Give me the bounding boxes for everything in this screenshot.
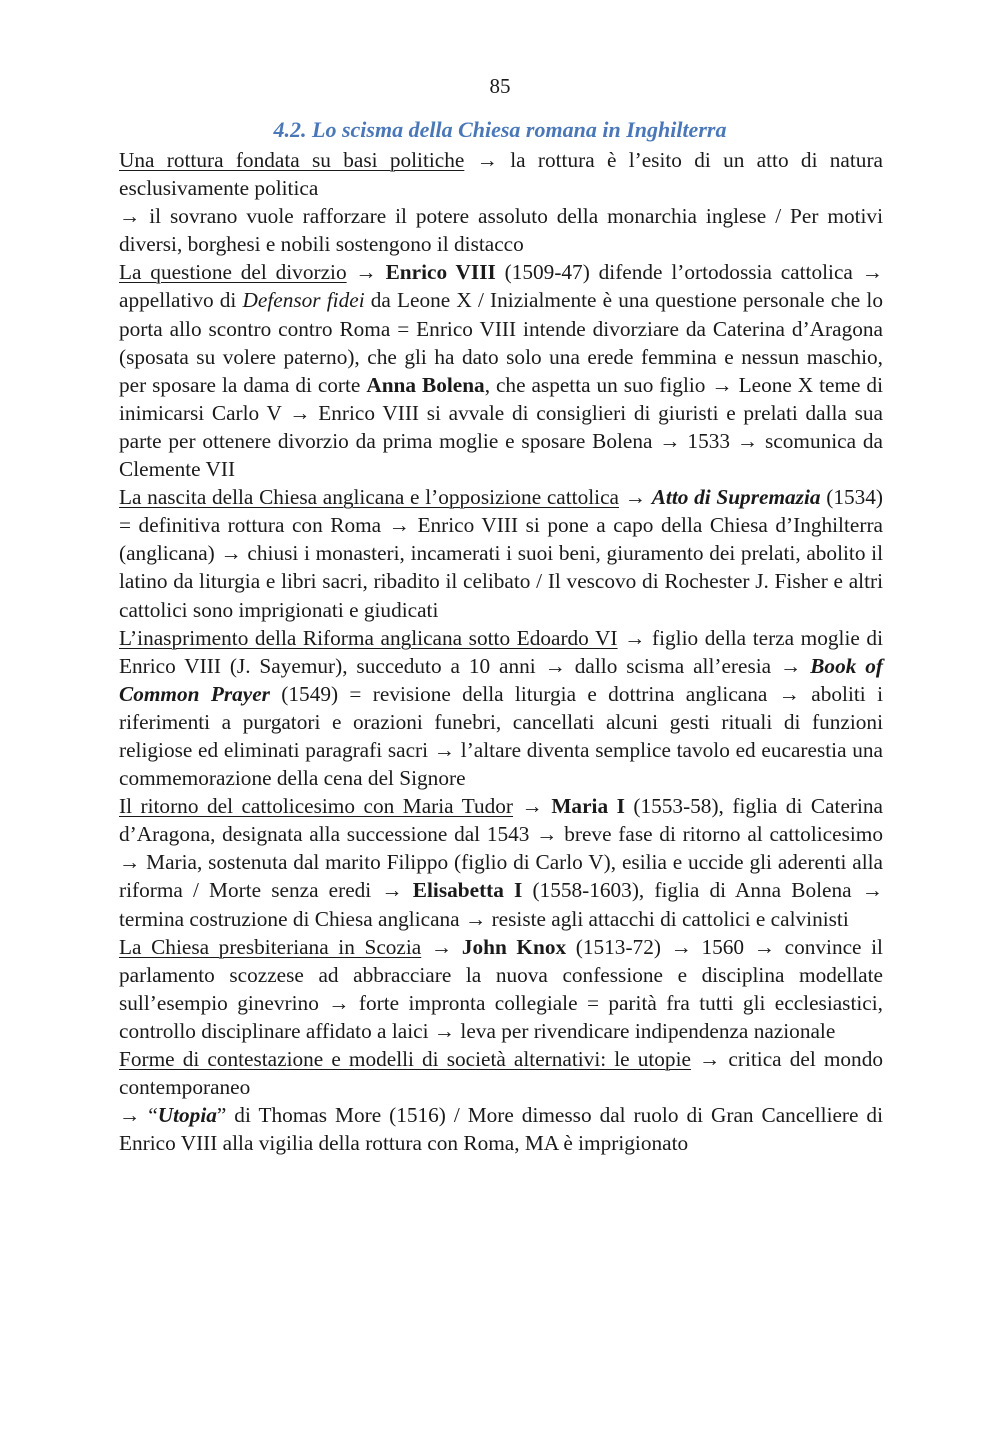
paragraph-presbiteriana [119,933,883,1045]
paragraph-text: → il sovrano vuole rafforzare il potere assoluto della monarchia inglese / Per motivi diversi, borghesi e nobili sostengono il distacco [119,204,883,257]
paragraph-text: (1549) = revisione della liturgia e dottrina anglicana → aboliti i riferimenti a purgatori e orazioni funebri, cancellati alcuni gesti rituali di funzioni religiose ed eliminati paragrafi sacri → l’altare diventa semplice tavolo ed eucarestia una commemorazione della cena del Signore [119,681,883,791]
paragraph-text: da Leone X / Inizialmente è una questione personale che lo porta allo scontro contro Roma = Enrico VIII intende divorziare da Caterina d’Aragona (sposata su volere paterno), che gli ha dato solo una erede femmina e nessun maschio, per sposare la dama di corte [119,288,883,397]
bold-term: Elisabetta I [412,878,523,903]
bold-term: Enrico VIII [385,260,496,285]
paragraph-text: → la rottura è l’esito di un atto di natura esclusivamente politica [119,148,883,201]
paragraph-divorzio [119,258,883,483]
bold-term: Maria I [551,794,625,819]
paragraph-heading: La questione del divorzio [119,260,347,285]
paragraph-text: (1513-72) → 1560 → convince il parlamento scozzese ad abbracciare la nuova confessione e disciplina modellate sull’esempio ginevrino → forte impronta collegiale = parità fra tutti gli ecclesiastici, controllo disciplinare affidato a laici → leva per rivendicare indipendenza nazionale [119,934,883,1043]
paragraph-heading: Forme di contestazione e modelli di società alternativi: le utopie [119,1047,691,1071]
paragraph-maria-tudor [119,792,883,932]
paragraph-heading: La nascita della Chiesa anglicana e l’opposizione cattolica [119,485,619,510]
paragraph-text: (1558-1603), figlia di Anna Bolena → termina costruzione di Chiesa anglicana → resiste agli attacchi di cattolici e calvinisti [119,878,884,931]
paragraph-heading: Una rottura fondata su basi politiche [119,148,465,172]
paragraph-text: (1509-47) difende l’ortodossia cattolica → appellativo di [119,260,883,313]
paragraph-monarchia [119,202,883,258]
paragraph-text: → critica del mondo contemporaneo [119,1047,883,1100]
bold-term: Anna Bolena [366,372,485,397]
paragraph-heading: La Chiesa presbiteriana in Scozia [119,934,422,959]
paragraph-text: → figlio della terza moglie di Enrico VIII (J. Sayemur), succeduto a 10 anni → dallo scisma all’eresia → [119,625,883,678]
paragraph-rottura-politica [119,146,883,202]
paragraph-text: , che aspetta un suo figlio → Leone X teme di inimicarsi Carlo V → Enrico VIII si avvale di consiglieri di giuristi e prelati dalla sua parte per ottenere divorzio da prima moglie e sposare Bolena → 1533 → scomunica da Clemente VII [119,372,883,482]
paragraph-text: → [618,485,652,510]
section-title: 4.2. Lo scisma della Chiesa romana in Inghilterra [273,117,727,142]
paragraph-text: → [513,794,552,819]
body-text [119,146,883,1157]
paragraph-text: ” di Thomas More (1516) / More dimesso dal ruolo di Gran Cancelliere di Enrico VIII alla vigilia della rottura con Roma, MA è imprigionato [119,1103,884,1156]
paragraph-chiesa-anglicana [119,483,883,623]
paragraph-utopie [119,1045,883,1101]
bold-italic-term: Utopia [157,1103,217,1128]
page-number: 85 [489,74,511,98]
paragraph-heading: L’inasprimento della Riforma anglicana sotto Edoardo VI [119,625,618,650]
paragraph-text: → [346,260,386,285]
paragraph-heading: Il ritorno del cattolicesimo con Maria Tudor [119,794,514,819]
italic-term: Defensor fidei [242,288,365,313]
paragraph-thomas-more [119,1101,883,1157]
paragraph-text: → “ [119,1103,158,1128]
paragraph-text: (1553-58), figlia di Caterina d’Aragona, designata alla successione dal 1543 → breve fase di ritorno al cattolicesimo → Maria, sostenuta dal marito Filippo (figlio di Carlo V), esilia e uccide gli aderenti alla riforma / Morte senza eredi → [119,794,884,903]
bold-italic-term: Book of Common Prayer [119,653,884,706]
paragraph-text: (1534) = definitiva rottura con Roma → Enrico VIII si pone a capo della Chiesa d’Inghilterra (anglicana) → chiusi i monasteri, incamerati i suoi beni, giuramento dei prelati, abolito il latino da liturgia e libri sacri, ribadito il celibato / Il vescovo di Rochester J. Fisher e altri cattolici sono imprigionati e giudicati [119,485,883,622]
bold-italic-term: Atto di Supremazia [651,485,821,510]
bold-term: John Knox [461,934,567,959]
paragraph-edoardo-vi [119,624,883,793]
paragraph-text: → [421,934,462,959]
